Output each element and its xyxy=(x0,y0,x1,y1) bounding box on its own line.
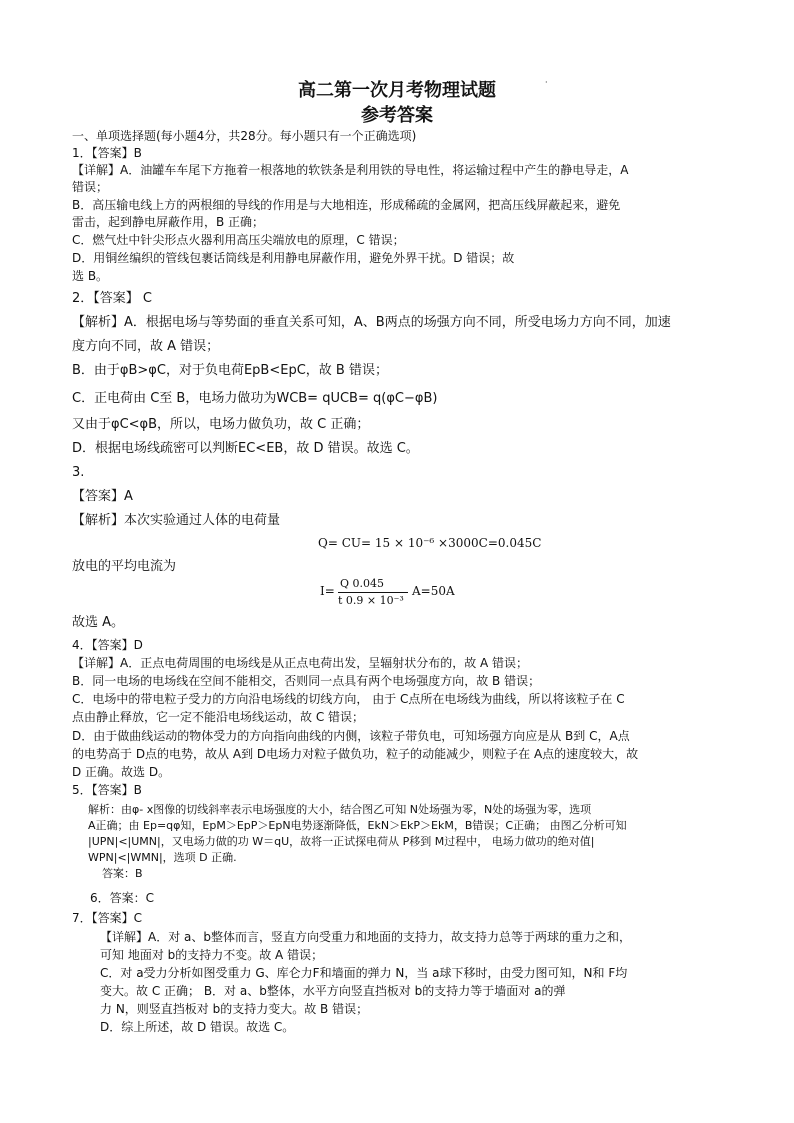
text-line: 【详解】A．油罐车车尾下方拖着一根落地的软铁条是利用铁的导电性，将运输过程中产生的静电导走，A xyxy=(72,163,629,177)
section-heading: 一、单项选择题(每小题4分，共28分。每小题只有一个正确选项) xyxy=(72,129,417,143)
text-line: 选 B。 xyxy=(72,269,109,283)
answer-line: 答案：B xyxy=(102,867,143,880)
answer-line: 【答案】A xyxy=(72,489,133,504)
equation-current-right: A=50A xyxy=(412,584,455,598)
text-line: D．根据电场线疏密可以判断EC<EB，故 D 错误。故选 C。 xyxy=(72,441,419,456)
text-line: 的电势高于 D点的电势，故从 A到 D电场力对粒子做负功，粒子的动能减少，则粒子在 A点的速度较大，故 xyxy=(72,747,639,761)
text-line: D 正确。故选 D。 xyxy=(72,765,171,779)
text-line: |UPN|<|UMN|，又电场力做的功 W＝qU，故将一正试探电荷从 P移到 M过程中， 电场力做功的绝对值| xyxy=(88,835,595,848)
text-line: 【解析】A．根据电场与等势面的垂直关系可知，A、B两点的场强方向不同，所受电场力方向不同，加速 xyxy=(72,315,671,330)
text-line: C．正电荷由 C至 B，电场力做功为WCB= qUCB= q(φC−φB) xyxy=(72,391,438,406)
text-line: 度方向不同，故 A 错误； xyxy=(72,339,220,354)
text-line: 错误； xyxy=(72,180,109,194)
text-line: B．同一电场的电场线在空间不能相交，否则同一点具有两个电场强度方向，故 B 错误； xyxy=(72,674,541,688)
answer-line: 6．答案：C xyxy=(90,891,155,905)
text-line: 力 N，则竖直挡板对 b的支持力变大。故 B 错误； xyxy=(100,1002,369,1016)
answer-line: 7．【答案】C xyxy=(72,911,143,925)
text-line: 变大。故 C 正确； B．对 a、b整体，水平方向竖直挡板对 b的支持力等于墙面对 a的弹 xyxy=(100,984,566,998)
text-line: 故选 A。 xyxy=(72,615,125,630)
text-line: B．由于φB>φC，对于负电荷EpB<EpC，故 B 错误； xyxy=(72,363,388,378)
text-line: D．用铜丝编织的管线包裹话筒线是利用静电屏蔽作用，避免外界干扰。D 错误；故 xyxy=(72,251,515,265)
text-line: D．由于做曲线运动的物体受力的方向指向曲线的内侧，该粒子带负电，可知场强方向应是从 B到 C，A点 xyxy=(72,729,630,743)
text-line: 【详解】A．正点电荷周围的电场线是从正点电荷出发，呈辐射状分布的，故 A 错误； xyxy=(72,656,529,670)
text-line: WPN|<|WMN|，选项 D 正确. xyxy=(88,851,237,864)
equation-current-left: I= xyxy=(320,584,335,598)
answer-line: 2．【答案】 C xyxy=(72,291,152,306)
page-title: 高二第一次月考物理试题 xyxy=(298,80,496,101)
page-subtitle: 参考答案 xyxy=(361,105,433,126)
text-line: A正确；由 Ep=qφ知，EpM＞EpP＞EpN电势逐渐降低，EkN＞EkP＞EkM，B错误；C正确； 由图乙分析可知 xyxy=(88,819,627,832)
text-line: D．综上所述，故 D 错误。故选 C。 xyxy=(100,1020,295,1034)
equation-current-denominator: t 0.9 × 10⁻³ xyxy=(338,594,404,607)
equation-charge: Q= CU= 15 × 10⁻⁶ ×3000C=0.045C xyxy=(318,536,542,550)
text-line: 点由静止释放，它一定不能沿电场线运动，故 C 错误； xyxy=(72,710,365,724)
fraction-bar xyxy=(338,592,408,593)
text-line: C．燃气灶中针尖形点火器利用高压尖端放电的原理，C 错误； xyxy=(72,233,405,247)
answer-line: 5．【答案】B xyxy=(72,783,142,797)
text-line: 【解析】本次实验通过人体的电荷量 xyxy=(72,513,281,528)
text-line: C．对 a受力分析如图受重力 G、库仑力F和墙面的弹力 N，当 a球下移时，由受力图可知，N和 F均 xyxy=(100,966,628,980)
stray-mark: · xyxy=(545,78,548,87)
text-line: B．高压输电线上方的两根细的导线的作用是与大地相连，形成稀疏的金属网，把高压线屏蔽起来，避免 xyxy=(72,198,621,212)
text-line: 解析：由φ- x图像的切线斜率表示电场强度的大小，结合图乙可知 N处场强为零，N处的场强为零，选项 xyxy=(88,803,592,816)
text-line: 又由于φC<φB，所以，电场力做负功，故 C 正确； xyxy=(72,417,370,432)
answer-line: 4．【答案】D xyxy=(72,638,143,652)
answer-line: 1．【答案】B xyxy=(72,146,142,160)
text-line: 可知 地面对 b的支持力不变。故 A 错误； xyxy=(100,948,324,962)
text-line: 放电的平均电流为 xyxy=(72,559,177,574)
text-line: 【详解】A．对 a、b整体而言，竖直方向受重力和地面的支持力，故支持力总等于两球的重力之和， xyxy=(100,930,631,944)
text-line: C．电场中的带电粒子受力的方向沿电场线的切线方向， 由于 C点所在电场线为曲线，所以将该粒子在 C xyxy=(72,692,625,706)
equation-current-numerator: Q 0.045 xyxy=(340,577,385,590)
text-line: 雷击，起到静电屏蔽作用，B 正确； xyxy=(72,215,265,229)
question-number: 3. xyxy=(72,465,85,480)
